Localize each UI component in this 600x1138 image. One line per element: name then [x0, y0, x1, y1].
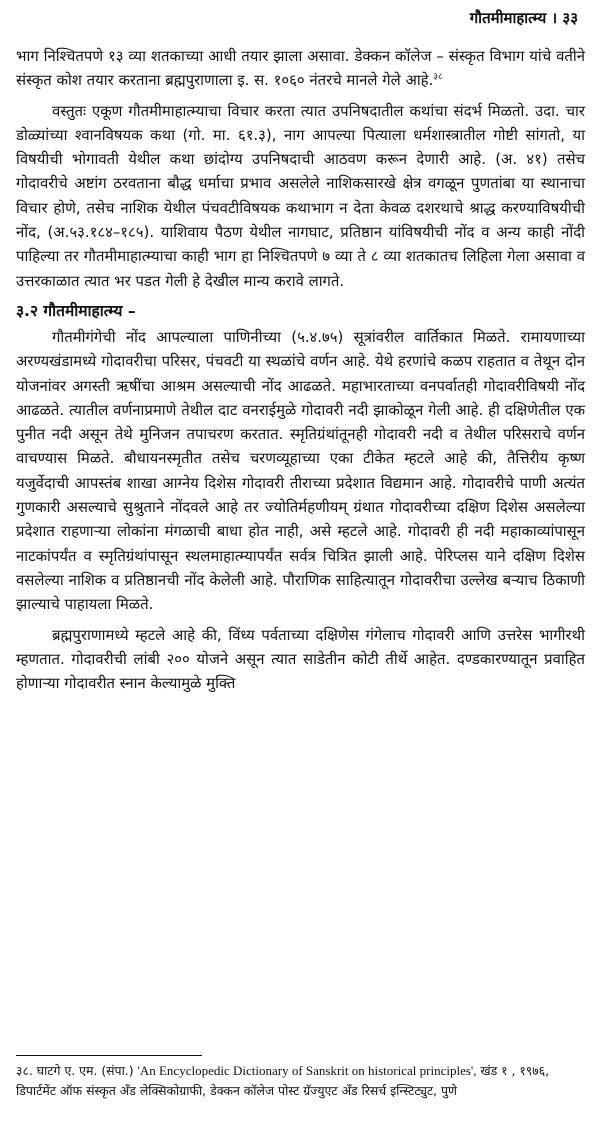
footnote-lead: ३८. घाटगे ए. एम. (संपा.): [16, 1063, 138, 1078]
paragraph: ब्रह्मपुराणामध्ये म्हटले आहे की, विंध्य पर्वताच्या दक्षिणेस गंगेलाच गोदावरी आणि उत्तरेस भागीरथी म्हणतात. गोदावरीची लांबी २०० योजने असून त्यात साडेतीन कोटी तीर्थे आहेत. दण्डकारण्यातून प्रवाहित होणाऱ्या गोदावरीत स्नान केल्यामुळे मुक्ति: [16, 625, 585, 693]
footnote-rest: खंड १ , १९७६, डिपार्टमेंट ऑफ संस्कृत अँड लेक्सिकोग्राफी, डेक्कन कॉलेज पोस्ट ग्रॅज्युएट अँड रिसर्च इन्स्टिट्युट, पुणे: [16, 1063, 550, 1098]
paragraph-continued: [16, 44, 585, 93]
footnote-title-english: 'An Encyclopedic Dictionary of Sanskrit on historical principles',: [137, 1063, 477, 1078]
paragraph: वस्तुतः एकूण गौतमीमाहात्म्याचा विचार करता त्यात उपनिषदातील कथांचा संदर्भ मिळतो. उदा. चार डोळ्यांच्या श्वानविषयक कथा (गो. मा. ६१.३), नाग आपल्या पित्याला धर्मशास्त्रातील गोष्टी सांगतो, या विषयीची भोगावती येथील कथा छांदोग्य उपनिषदाची आठवण करून देणारी आहे. (अ. ४१) तसेच गोदावरीचे अष्टांग ठरवताना बौद्ध धर्माचा प्रभाव असलेले नाशिकसारखे क्षेत्र वगळून पुणतांबा या स्थानाचा विचार होणे, तसेच नाशिक येथील पंचवटीविषयक कथाभाग न देता केवळ दशरथाचे श्राद्ध करण्याविषयीची नोंद, (अ.५३.१८४–१८५). याशिवाय पैठण येथील नागघाट, प्रतिष्ठान यांविषयीची नोंद व अन्य काही नोंदी पाहिल्या तर गौतमीमाहात्म्याचा काही भाग हा निश्चितपणे ७ व्या ते ८ व्या शतकातच लिहिला गेला असावा व उत्तरकाळात त्यात भर पडत गेली हे देखील मान्य करावे लागते.: [16, 101, 585, 290]
paragraph-text: भाग निश्चितपणे १३ व्या शतकाच्या आधी तयार झाला असावा. डेक्कन कॉलेज – संस्कृत विभाग यांचे वतीने संस्कृत कोश तयार करताना ब्रह्मपुराणाला इ. स. १०६० नंतरचे मानले गेले आहे.: [16, 47, 585, 90]
section-heading: ३.२ गौतमीमाहात्म्य –: [16, 301, 136, 320]
running-head: गौतमीमाहात्म्य । ३३: [469, 9, 578, 27]
footnote-reference[interactable]: ३८: [433, 72, 443, 83]
footnote-divider: [16, 1055, 202, 1056]
footnote: [16, 1061, 585, 1101]
body-text: [16, 44, 585, 701]
paragraph: गौतमीगंगेची नोंद आपल्याला पाणिनीच्या (५.४.७५) सूत्रांवरील वार्तिकात मिळते. रामायणाच्या अरण्यखंडामध्ये गोदावरीचा परिसर, पंचवटी या स्थळांचे वर्णन आहे. येथे हरणांचे कळप राहतात व तेथून दोन योजनांवर अगस्ती ऋषींचा आश्रम असल्याची नोंद आढळते. महाभारताच्या वनपर्वातही गोदावरीविषयी नोंद आढळते. त्यातील वर्णनाप्रमाणे तेथील दाट वनराईमुळे गोदावरी नदी झाकोळून गेली आहे. ही दक्षिणेतील एक पुनीत नदी असून तेथे मुनिजन तपाचरण करतात. स्मृतिग्रंथांतूनही गोदावरी नदी व तेथील परिसराचे वर्णन वाचण्यास मिळते. बौधायनस्मृतीत तसेच चरणव्यूहाच्या एका टीकेत म्हटले आहे की, तैत्तिरीय कृष्ण यजुर्वेदाची आपस्तंब शाखा आग्नेय दिशेस गोदावरी तीराच्या प्रदेशात विद्यमान आहे. गोदावरीचे पाणी अत्यंत गुणकारी असल्याचे सुश्रुताने नोंदवले आहे तर ज्योतिर्महणीयम् ग्रंथात गोदावरीच्या दक्षिण दिशेस असलेल्या प्रदेशात राहणाऱ्या लोकांना मंगळाची बाधा होत नाही, असे म्हटले आहे. गोदावरी ही नदी महाकाव्यांपासून नाटकांपर्यंत व स्मृतिग्रंथांपासून स्थलमाहात्म्यापर्यंत सर्वत्र चित्रित झाली आहे. पेरिप्लस याने दक्षिण दिशेस वसलेल्या नाशिक व प्रतिष्ठानची नोंद केलेली आहे. पौराणिक साहित्यातून गोदावरीचा उल्लेख बऱ्याच ठिकाणी झाल्याचे पाहायला मिळते.: [16, 327, 585, 614]
